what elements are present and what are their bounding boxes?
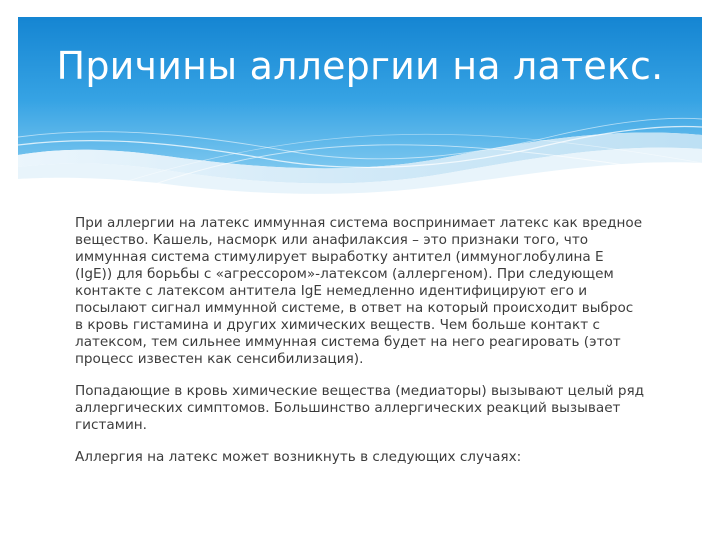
body-paragraph: При аллергии на латекс иммунная система воспринимает латекс как вредное вещество. Кашель, насморк или анафилаксия – это признаки того, что иммунная система стимулирует выработку антител (иммуноглобулина Е (IgE)) для борьбы с «агрессором»-латексом (аллергеном). При следующем контакте с латексом антитела IgE немедленно идентифицируют его и посылают сигнал иммунной системе, в ответ на который происходит выброс в кровь гистамина и других химических веществ. Чем больше контакт с латексом, тем сильнее иммунная система будет на него реагировать (этот процесс известен как сенсибилизация). xyxy=(75,215,643,367)
body-paragraph: Аллергия на латекс может возникнуть в следующих случаях: xyxy=(75,449,522,465)
slide-title: Причины аллергии на латекс. xyxy=(56,44,664,88)
body-paragraph: Попадающие в кровь химические вещества (медиаторы) вызывают целый ряд аллергических симптомов. Большинство аллергических реакций вызывает гистамин. xyxy=(75,383,645,433)
slide-body xyxy=(75,215,645,481)
